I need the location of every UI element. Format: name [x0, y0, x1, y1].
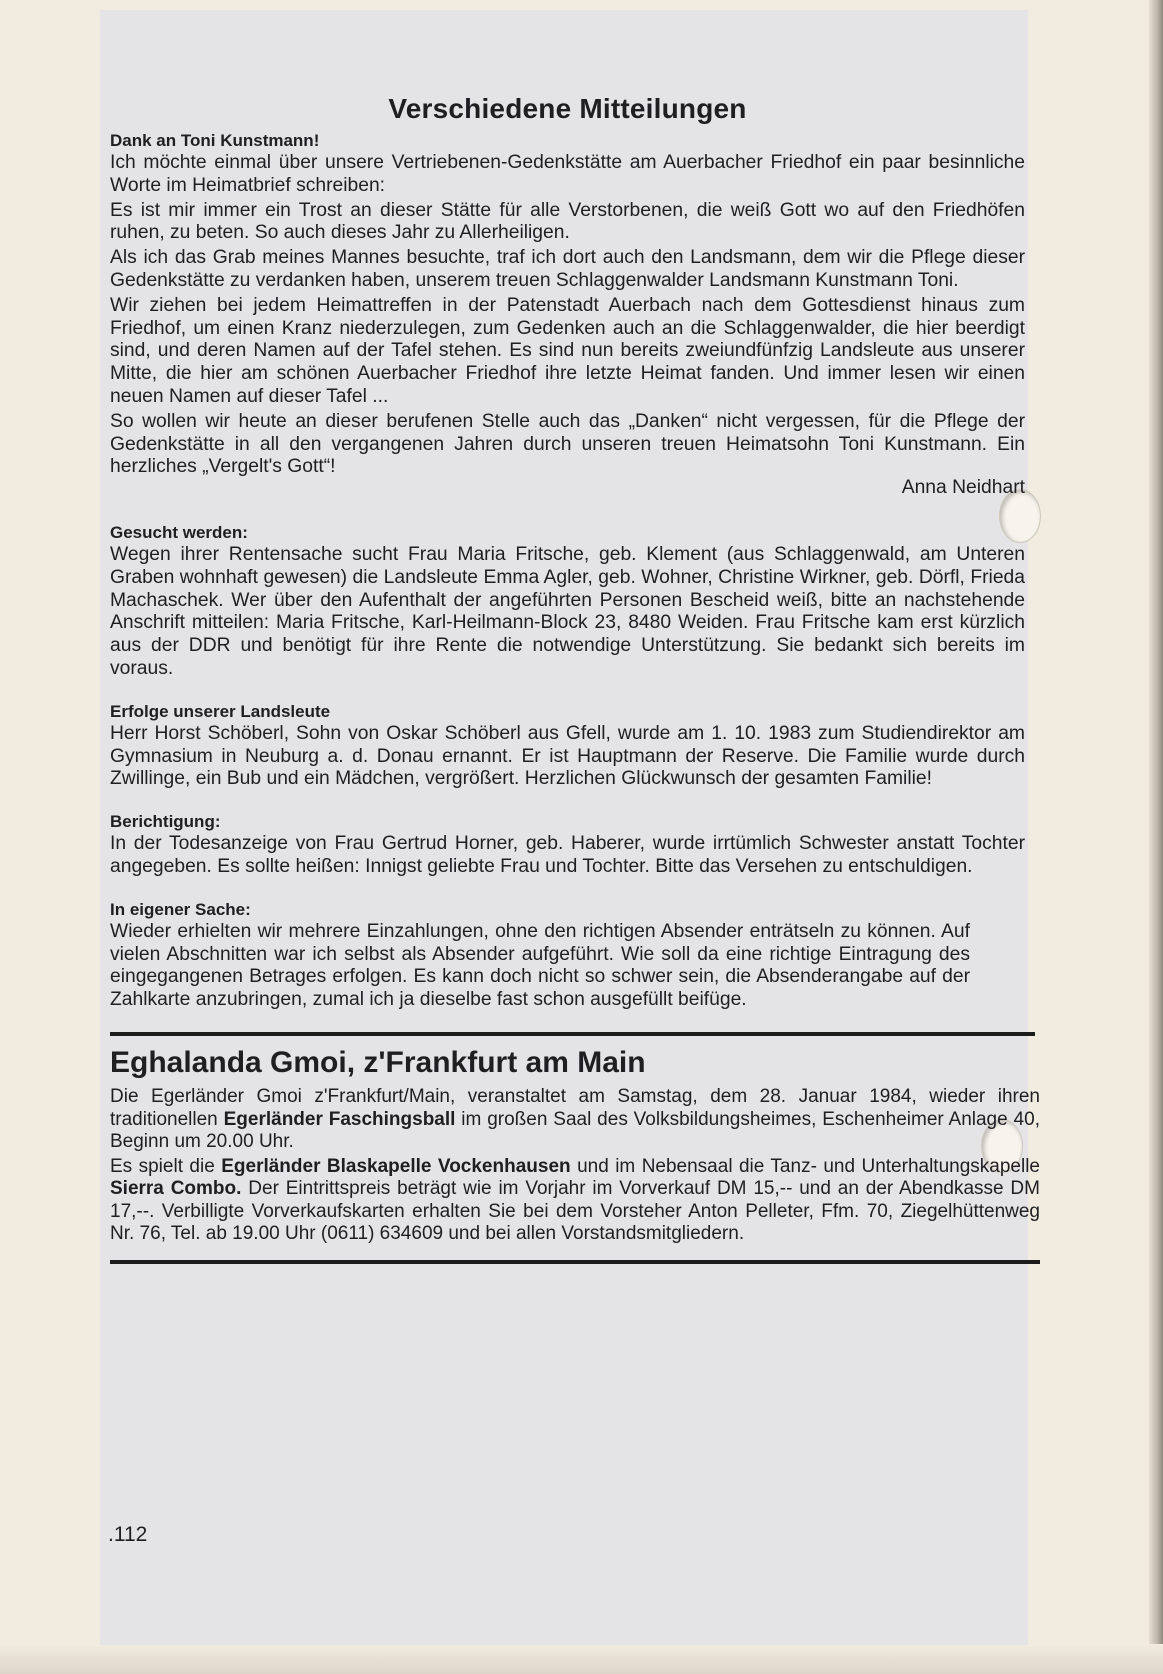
paragraph: In der Todesanzeige von Frau Gertrud Horner, geb. Haberer, wurde irrtümlich Schwester anstatt Tochter angegeben. Es sollte heißen: Innigst geliebte Frau und Tochter. Bitte das Versehen zu entschuldigen.	[110, 833, 1025, 877]
divider-top	[110, 1032, 1035, 1036]
section-heading: In eigener Sache:	[110, 899, 251, 919]
section-heading: Berichtigung:	[110, 812, 221, 832]
event-highlight: Sierra Combo.	[110, 1178, 242, 1200]
paragraph: Ich möchte einmal über unsere Vertriebenen-Gedenkstätte am Auerbacher Friedhof ein paar besinnliche Worte im Heimatbrief schreiben:	[110, 152, 1025, 196]
section-heading: Erfolge unserer Landsleute	[110, 701, 331, 721]
event-highlight: Egerländer Blaskapelle Vockenhausen	[221, 1155, 571, 1177]
section-heading: Dank an Toni Kunstmann!	[110, 131, 320, 150]
event-text: Die Egerländer Gmoi z'Frankfurt/Main, veranstaltet am Samstag, dem 28. Januar 1984, wieder ihren traditionellen	[110, 1085, 1040, 1130]
paragraph: Herr Horst Schöberl, Sohn von Oskar Schöberl aus Gfell, wurde am 1. 10. 1983 zum Studiendirektor am Gymnasium in Neuburg a. d. Donau ernannt. Er ist Hauptmann der Reserve. Die Familie wurde durch Zwillinge, ein Bub und ein Mädchen, vergrößert. Herzlichen Glückwunsch der gesamten Familie!	[110, 722, 1025, 790]
paragraph: So wollen wir heute an dieser berufenen Stelle auch das „Danken“ nicht vergessen, für die Pflege der Gedenkstätte in all den vergangenen Jahren durch unseren treuen Heimatsohn Toni Kunstmann. Ein herzliches „Vergelt's Gott“!	[110, 410, 1025, 478]
section-dank	[110, 130, 1025, 500]
paragraph: Wieder erhielten wir mehrere Einzahlungen, ohne den richtigen Absender enträtseln zu können. Auf vielen Abschnitten war ich selbst als Absender aufgeführt. Wie soll da eine richtige Eintragung des eingegangenen Betrages erfolgen. Es kann doch nicht so schwer sein, die Absenderangabe auf der Zahlkarte anzubringen, zumal ich ja dieselbe fast schon ausgefüllt beifüge.	[110, 920, 970, 1011]
event-text: Der Eintrittspreis beträgt wie im Vorjahr im Vorverkauf DM 15,-- und an der Abendkasse DM 17,--. Verbilligte Vorverkaufskarten erhalten Sie bei dem Vorsteher Anton Pelleter, Ffm. 70, Ziegelhüttenweg Nr. 76, Tel. ab 19.00 Uhr (0611) 634609 und bei allen Vorstandsmitgliedern.	[110, 1178, 1040, 1245]
event-highlight: Egerländer Faschingsball	[223, 1108, 456, 1130]
paragraph: Wir ziehen bei jedem Heimattreffen in der Patenstadt Auerbach nach dem Gottesdienst hinaus zum Friedhof, um einen Kranz niederzulegen, zum Gedenken auch an die Schlaggenwalder, die hier beerdigt sind, und deren Namen auf der Tafel stehen. Es sind nun bereits zweiundfünfzig Landsleute aus unserer Mitte, die hier am schönen Auerbacher Friedhof ihre letzte Heimat fanden. Und immer lesen wir einen neuen Namen auf dieser Tafel ...	[110, 294, 1025, 407]
section-eigene-sache	[110, 899, 1025, 1012]
section-eghalanda	[110, 1044, 1040, 1246]
paragraph: Es ist mir immer ein Trost an dieser Stätte für alle Verstorbenen, die weiß Gott wo auf den Friedhöfen ruhen, zu beten. So auch dieses Jahr zu Allerheiligen.	[110, 199, 1025, 244]
section-berichtigung	[110, 811, 1025, 879]
section-gesucht	[110, 522, 1025, 681]
paragraph: Als ich das Grab meines Mannes besuchte, traf ich dort auch den Landsmann, dem wir die Pflege dieser Gedenkstätte zu verdanken haben, unserem treuen Schlaggenwalder Landsmann Kunstmann Toni.	[110, 247, 1025, 291]
event-paragraph	[110, 1156, 1040, 1246]
event-title: Eghalanda Gmoi, z'Frankfurt am Main	[110, 1045, 646, 1079]
event-text: im großen Saal des Volksbildungsheimes, Eschenheimer Anlage 40, Beginn um 20.00 Uhr.	[110, 1108, 1040, 1153]
section-erfolge	[110, 701, 1025, 791]
event-text: und im Nebensaal die Tanz- und Unterhaltungskapelle	[570, 1155, 1040, 1177]
page-bottom-edge	[0, 1644, 1163, 1674]
page-edge	[1149, 0, 1163, 1674]
divider-bottom	[110, 1260, 1040, 1264]
page-number: .112	[108, 1523, 148, 1546]
article-body	[110, 92, 1040, 1264]
section-heading: Gesucht werden:	[110, 522, 248, 542]
event-paragraph	[110, 1086, 1040, 1154]
event-text: Es spielt die	[110, 1155, 222, 1177]
page-title: Verschiedene Mitteilungen	[388, 93, 747, 124]
paragraph: Wegen ihrer Rentensache sucht Frau Maria Fritsche, geb. Klement (aus Schlaggenwald, am Unteren Graben wohnhaft gewesen) die Landsleute Emma Agler, geb. Wohner, Christine Wirkner, geb. Dörfl, Frieda Machaschek. Wer über den Aufenthalt der angeführten Personen Bescheid weiß, bitte an nachstehende Anschrift mitteilen: Maria Fritsche, Karl-Heilmann-Block 23, 8480 Weiden. Frau Fritsche kam erst kürzlich aus der DDR und benötigt für ihre Rente die notwendige Unterstützung. Sie bedankt sich bereits im voraus.	[110, 543, 1025, 679]
signature: Anna Neidhart	[901, 477, 1025, 499]
